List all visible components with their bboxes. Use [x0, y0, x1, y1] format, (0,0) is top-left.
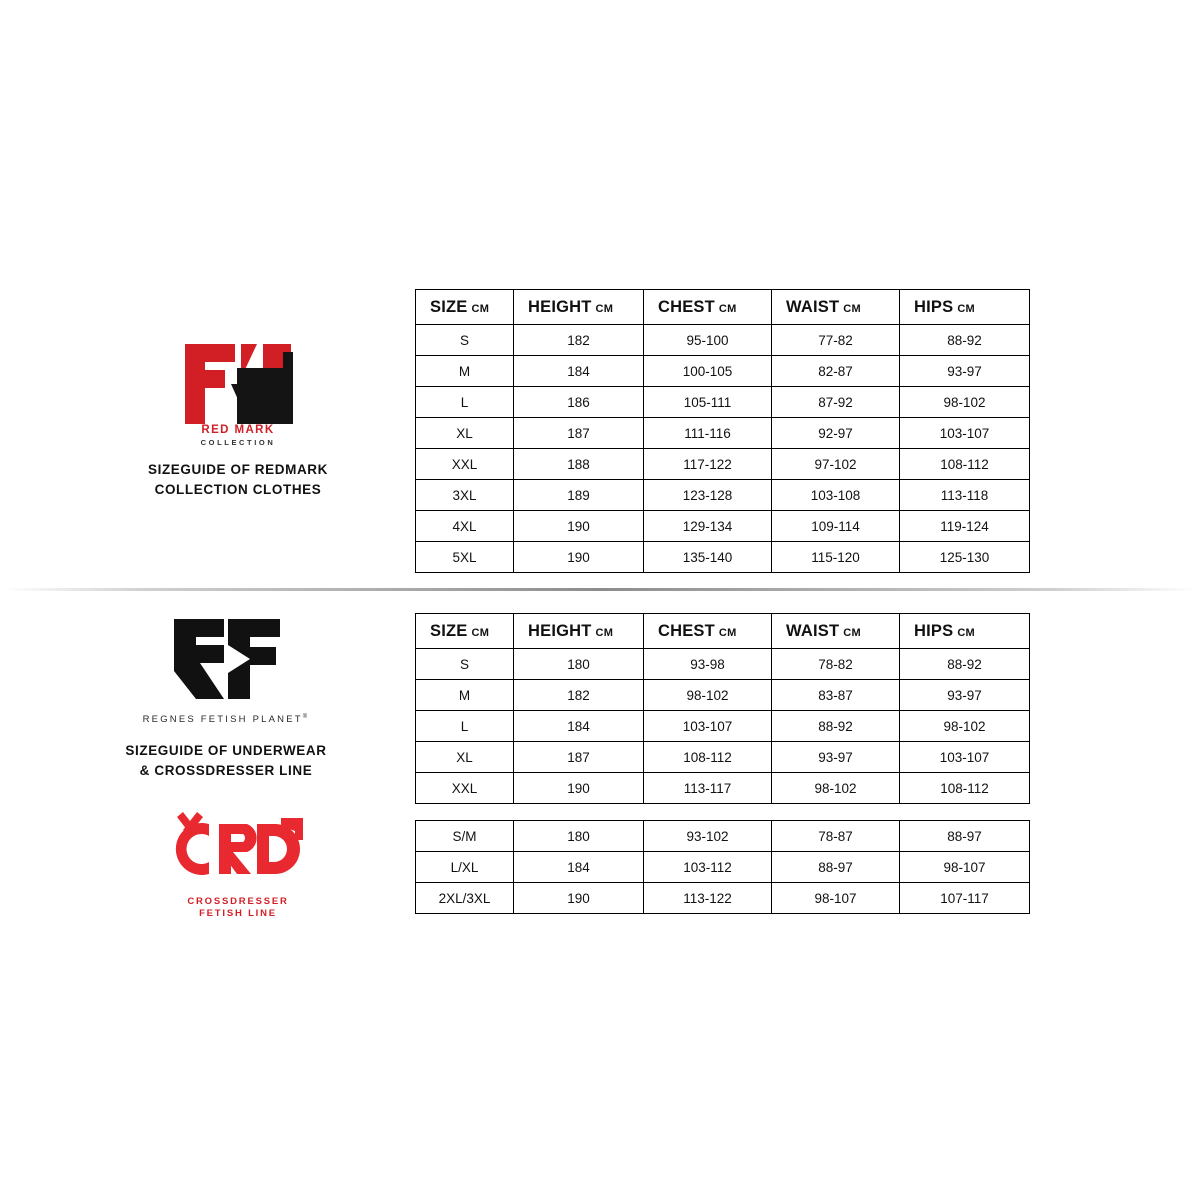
table-row — [416, 511, 1030, 542]
cell-size: L — [416, 387, 514, 418]
cell-chest: 108-112 — [644, 742, 772, 773]
rfp-brand-block — [66, 615, 386, 780]
cell-chest: 98-102 — [644, 680, 772, 711]
column-header-waist-unit: CM — [843, 302, 861, 315]
table-row — [416, 883, 1030, 914]
column-header-chest-unit: CM — [718, 302, 737, 315]
column-header-hips-label: HIPS — [914, 621, 954, 640]
table-header-row — [416, 614, 1030, 649]
column-header-size-unit: CM — [471, 302, 490, 315]
cell-waist: 92-97 — [772, 418, 900, 449]
crd-size-table — [415, 820, 1030, 914]
cell-height: 184 — [514, 711, 644, 742]
cell-height: 184 — [514, 356, 644, 387]
column-header-size — [416, 290, 514, 325]
cell-height: 182 — [514, 325, 644, 356]
cell-waist: 78-82 — [772, 649, 900, 680]
rfp-wordmark — [66, 714, 386, 725]
column-header-hips-unit: CM — [957, 302, 976, 315]
column-header-size-label: SIZE — [430, 297, 468, 316]
table-row — [416, 852, 1030, 883]
table-row — [416, 711, 1030, 742]
cell-chest: 113-122 — [644, 883, 772, 914]
cell-chest: 95-100 — [644, 325, 772, 356]
column-header-hips — [900, 290, 1030, 325]
column-header-size-unit: CM — [471, 626, 490, 639]
cell-size: XL — [416, 418, 514, 449]
cell-hips: 88-97 — [900, 821, 1030, 852]
column-header-waist — [772, 290, 900, 325]
column-header-height-unit: CM — [595, 626, 614, 639]
column-header-chest — [644, 290, 772, 325]
cell-waist: 83-87 — [772, 680, 900, 711]
cell-size: 4XL — [416, 511, 514, 542]
cell-height: 187 — [514, 418, 644, 449]
redmark-wordmark: RED MARK — [201, 424, 275, 436]
cell-hips: 119-124 — [900, 511, 1030, 542]
cell-height: 189 — [514, 480, 644, 511]
table-row — [416, 773, 1030, 804]
rfp-caption-line1: SIZEGUIDE OF UNDERWEAR — [125, 743, 327, 758]
cell-size: M — [416, 680, 514, 711]
table-row — [416, 387, 1030, 418]
cell-hips: 108-112 — [900, 773, 1030, 804]
redmark-logo — [78, 338, 398, 446]
cell-size: S — [416, 325, 514, 356]
cell-waist: 87-92 — [772, 387, 900, 418]
redmark-monogram-icon — [179, 338, 297, 435]
table-header-row — [416, 290, 1030, 325]
column-header-hips-unit: CM — [957, 626, 976, 639]
cell-waist: 98-102 — [772, 773, 900, 804]
table-row — [416, 542, 1030, 573]
cell-height: 180 — [514, 649, 644, 680]
cell-hips: 93-97 — [900, 356, 1030, 387]
cell-size: M — [416, 356, 514, 387]
rfp-size-table — [415, 613, 1030, 804]
cell-height: 190 — [514, 511, 644, 542]
crd-logo — [78, 808, 398, 920]
cell-chest: 105-111 — [644, 387, 772, 418]
table-row — [416, 742, 1030, 773]
cell-waist: 88-92 — [772, 711, 900, 742]
cell-chest: 117-122 — [644, 449, 772, 480]
cell-hips: 113-118 — [900, 480, 1030, 511]
cell-hips: 107-117 — [900, 883, 1030, 914]
rfp-wordmark-text: REGNES FETISH PLANET — [142, 714, 303, 725]
crd-monogram-icon — [163, 808, 313, 897]
column-header-chest-label: CHEST — [658, 621, 715, 640]
cell-waist: 78-87 — [772, 821, 900, 852]
cell-height: 186 — [514, 387, 644, 418]
cell-size: 3XL — [416, 480, 514, 511]
column-header-size-label: SIZE — [430, 621, 468, 640]
rfp-logo — [66, 615, 386, 727]
cell-waist: 115-120 — [772, 542, 900, 573]
cell-chest: 135-140 — [644, 542, 772, 573]
cell-hips: 98-102 — [900, 387, 1030, 418]
cell-size: XXL — [416, 449, 514, 480]
cell-chest: 123-128 — [644, 480, 772, 511]
cell-waist: 98-107 — [772, 883, 900, 914]
cell-chest: 103-107 — [644, 711, 772, 742]
cell-size: XL — [416, 742, 514, 773]
cell-size: S/M — [416, 821, 514, 852]
column-header-height — [514, 614, 644, 649]
redmark-brand-block — [78, 338, 398, 499]
cell-hips: 108-112 — [900, 449, 1030, 480]
cell-waist: 97-102 — [772, 449, 900, 480]
cell-waist: 93-97 — [772, 742, 900, 773]
cell-waist: 82-87 — [772, 356, 900, 387]
column-header-hips — [900, 614, 1030, 649]
column-header-height-label: HEIGHT — [528, 297, 592, 316]
cell-chest: 113-117 — [644, 773, 772, 804]
cell-waist: 109-114 — [772, 511, 900, 542]
cell-height: 180 — [514, 821, 644, 852]
column-header-waist-label: WAIST — [786, 621, 840, 640]
crd-brand-block — [78, 808, 398, 920]
column-header-size — [416, 614, 514, 649]
column-header-chest-label: CHEST — [658, 297, 715, 316]
cell-hips: 125-130 — [900, 542, 1030, 573]
rfp-caption-line2: & CROSSDRESSER LINE — [139, 762, 313, 778]
redmark-caption-line2: COLLECTION CLOTHES — [154, 481, 322, 497]
cell-size: XXL — [416, 773, 514, 804]
section-divider — [0, 588, 1200, 591]
cell-chest: 93-98 — [644, 649, 772, 680]
cell-height: 190 — [514, 542, 644, 573]
crd-caption-line2: FETISH LINE — [199, 908, 277, 919]
cell-chest: 103-112 — [644, 852, 772, 883]
table-row — [416, 480, 1030, 511]
column-header-height-unit: CM — [595, 302, 614, 315]
redmark-subwordmark: COLLECTION — [200, 438, 276, 447]
cell-height: 187 — [514, 742, 644, 773]
cell-hips: 88-92 — [900, 649, 1030, 680]
cell-size: L/XL — [416, 852, 514, 883]
table-row — [416, 325, 1030, 356]
redmark-caption-line1: SIZEGUIDE OF REDMARK — [147, 462, 328, 477]
cell-height: 190 — [514, 773, 644, 804]
cell-chest: 111-116 — [644, 418, 772, 449]
cell-chest: 129-134 — [644, 511, 772, 542]
redmark-caption — [78, 460, 398, 499]
cell-size: 5XL — [416, 542, 514, 573]
cell-hips: 88-92 — [900, 325, 1030, 356]
rfp-registered-mark: ® — [302, 713, 310, 720]
column-header-chest-unit: CM — [718, 626, 737, 639]
cell-waist: 103-108 — [772, 480, 900, 511]
table-row — [416, 649, 1030, 680]
column-header-hips-label: HIPS — [914, 297, 954, 316]
cell-waist: 88-97 — [772, 852, 900, 883]
cell-size: L — [416, 711, 514, 742]
column-header-chest — [644, 614, 772, 649]
table-row — [416, 680, 1030, 711]
column-header-waist — [772, 614, 900, 649]
column-header-height — [514, 290, 644, 325]
cell-height: 188 — [514, 449, 644, 480]
cell-height: 182 — [514, 680, 644, 711]
cell-hips: 98-107 — [900, 852, 1030, 883]
cell-chest: 100-105 — [644, 356, 772, 387]
table-row — [416, 418, 1030, 449]
table-row — [416, 449, 1030, 480]
cell-hips: 98-102 — [900, 711, 1030, 742]
crd-caption-line1: CROSSDRESSER — [187, 896, 289, 907]
cell-size: S — [416, 649, 514, 680]
column-header-waist-unit: CM — [843, 626, 861, 639]
rfp-caption — [66, 741, 386, 780]
cell-hips: 103-107 — [900, 418, 1030, 449]
column-header-waist-label: WAIST — [786, 297, 840, 316]
rfp-monogram-icon — [166, 615, 286, 708]
column-header-height-label: HEIGHT — [528, 621, 592, 640]
cell-height: 184 — [514, 852, 644, 883]
table-row — [416, 356, 1030, 387]
cell-height: 190 — [514, 883, 644, 914]
cell-size: 2XL/3XL — [416, 883, 514, 914]
redmark-size-table — [415, 289, 1030, 573]
cell-hips: 103-107 — [900, 742, 1030, 773]
cell-waist: 77-82 — [772, 325, 900, 356]
table-row — [416, 821, 1030, 852]
cell-hips: 93-97 — [900, 680, 1030, 711]
cell-chest: 93-102 — [644, 821, 772, 852]
